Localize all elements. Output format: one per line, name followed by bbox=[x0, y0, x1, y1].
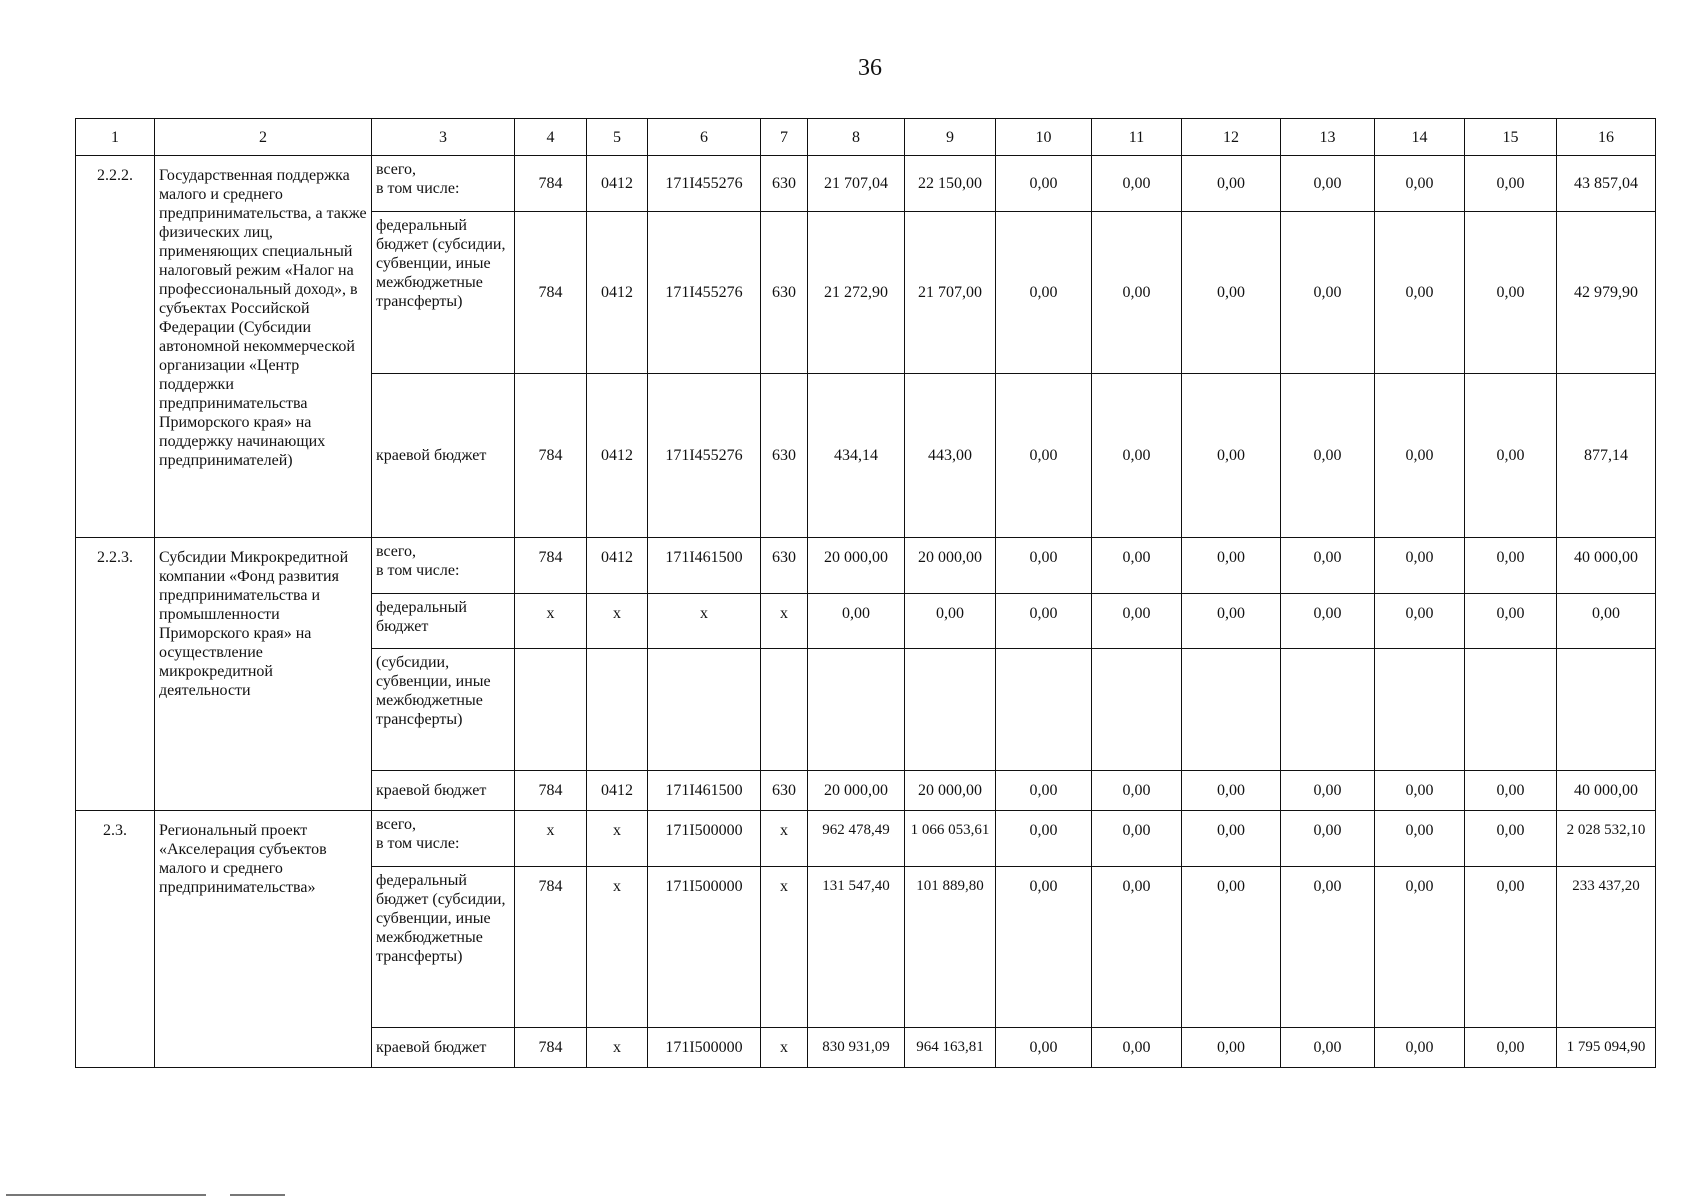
cell-c4: 784 bbox=[515, 1028, 587, 1068]
column-header: 4 bbox=[515, 119, 587, 156]
cell-c9: 101 889,80 bbox=[905, 867, 996, 1028]
cell-c15: 0,00 bbox=[1465, 538, 1557, 594]
item-name: Региональный проект «Акселерация субъектов малого и среднего предпринимательства» bbox=[155, 811, 372, 1068]
cell-c9: 21 707,00 bbox=[905, 212, 996, 374]
cell-c4: 784 bbox=[515, 538, 587, 594]
cell-c4: 784 bbox=[515, 212, 587, 374]
cell-c12: 0,00 bbox=[1182, 1028, 1281, 1068]
cell-c10: 0,00 bbox=[996, 867, 1092, 1028]
column-header: 7 bbox=[761, 119, 808, 156]
empty-cell bbox=[1375, 649, 1465, 771]
item-name: Государственная поддержка малого и среднего предпринимательства, а также физических лиц, применяющих специальный налоговый режим «Налог на профессиональный доход», в субъектах Российской Федерации (Субсидии автономной некоммерческой организации «Центр поддержки предпринимательства Приморского края» на поддержку начинающих предпринимателей) bbox=[155, 156, 372, 538]
cell-c15: 0,00 bbox=[1465, 594, 1557, 649]
cell-c16: 40 000,00 bbox=[1557, 538, 1656, 594]
cell-c13: 0,00 bbox=[1281, 212, 1375, 374]
cell-c14: 0,00 bbox=[1375, 1028, 1465, 1068]
column-header: 3 bbox=[372, 119, 515, 156]
column-header: 11 bbox=[1092, 119, 1182, 156]
item-number: 2.3. bbox=[76, 811, 155, 1068]
cell-c5: 0412 bbox=[587, 156, 648, 212]
cell-c12: 0,00 bbox=[1182, 374, 1281, 538]
header-row bbox=[76, 119, 1656, 156]
funding-source: всего, в том числе: bbox=[372, 538, 515, 594]
empty-cell bbox=[515, 649, 587, 771]
cell-c10: 0,00 bbox=[996, 538, 1092, 594]
column-header: 6 bbox=[648, 119, 761, 156]
cell-c5: x bbox=[587, 811, 648, 867]
cell-c11: 0,00 bbox=[1092, 867, 1182, 1028]
cell-c8: 131 547,40 bbox=[808, 867, 905, 1028]
item-number: 2.2.2. bbox=[76, 156, 155, 538]
empty-cell bbox=[1092, 649, 1182, 771]
item-name: Субсидии Микрокредитной компании «Фонд развития предпринимательства и промышленности Приморского края» на осуществление микрокредитной деятельности bbox=[155, 538, 372, 811]
cell-c12: 0,00 bbox=[1182, 594, 1281, 649]
cell-c9: 0,00 bbox=[905, 594, 996, 649]
cell-c9: 20 000,00 bbox=[905, 771, 996, 811]
cell-c7: 630 bbox=[761, 771, 808, 811]
cell-c4: 784 bbox=[515, 867, 587, 1028]
cell-c13: 0,00 bbox=[1281, 867, 1375, 1028]
cell-c14: 0,00 bbox=[1375, 867, 1465, 1028]
cell-c11: 0,00 bbox=[1092, 538, 1182, 594]
empty-cell bbox=[1281, 649, 1375, 771]
cell-c14: 0,00 bbox=[1375, 212, 1465, 374]
cell-c14: 0,00 bbox=[1375, 811, 1465, 867]
cell-c8: 0,00 bbox=[808, 594, 905, 649]
empty-cell bbox=[1465, 649, 1557, 771]
cell-c12: 0,00 bbox=[1182, 156, 1281, 212]
cell-c16: 877,14 bbox=[1557, 374, 1656, 538]
cell-c10: 0,00 bbox=[996, 811, 1092, 867]
cell-c16: 233 437,20 bbox=[1557, 867, 1656, 1028]
cell-c13: 0,00 bbox=[1281, 771, 1375, 811]
cell-c8: 21 707,04 bbox=[808, 156, 905, 212]
cell-c12: 0,00 bbox=[1182, 771, 1281, 811]
cell-c5: 0412 bbox=[587, 771, 648, 811]
cell-c10: 0,00 bbox=[996, 594, 1092, 649]
empty-cell bbox=[905, 649, 996, 771]
column-header: 13 bbox=[1281, 119, 1375, 156]
cell-c16: 0,00 bbox=[1557, 594, 1656, 649]
cell-c15: 0,00 bbox=[1465, 771, 1557, 811]
cell-c11: 0,00 bbox=[1092, 374, 1182, 538]
funding-source: краевой бюджет bbox=[372, 771, 515, 811]
cell-c6: 171I500000 bbox=[648, 811, 761, 867]
cell-c5: x bbox=[587, 594, 648, 649]
empty-cell bbox=[1557, 649, 1656, 771]
empty-cell bbox=[1182, 649, 1281, 771]
cell-c8: 830 931,09 bbox=[808, 1028, 905, 1068]
cell-c13: 0,00 bbox=[1281, 156, 1375, 212]
empty-cell bbox=[808, 649, 905, 771]
cell-c6: 171I455276 bbox=[648, 374, 761, 538]
cell-c13: 0,00 bbox=[1281, 538, 1375, 594]
cell-c11: 0,00 bbox=[1092, 594, 1182, 649]
cell-c6: 171I461500 bbox=[648, 538, 761, 594]
cell-c6: 171I455276 bbox=[648, 156, 761, 212]
cell-c10: 0,00 bbox=[996, 771, 1092, 811]
empty-cell bbox=[761, 649, 808, 771]
cell-c7: 630 bbox=[761, 156, 808, 212]
cell-c11: 0,00 bbox=[1092, 771, 1182, 811]
funding-source: всего, в том числе: bbox=[372, 811, 515, 867]
cell-c11: 0,00 bbox=[1092, 156, 1182, 212]
cell-c11: 0,00 bbox=[1092, 212, 1182, 374]
cell-c10: 0,00 bbox=[996, 374, 1092, 538]
funding-source: (субсидии, субвенции, иные межбюджетные трансферты) bbox=[372, 649, 515, 771]
funding-source: федеральный бюджет bbox=[372, 594, 515, 649]
empty-cell bbox=[587, 649, 648, 771]
cell-c16: 1 795 094,90 bbox=[1557, 1028, 1656, 1068]
table-row bbox=[76, 811, 1656, 867]
column-header: 16 bbox=[1557, 119, 1656, 156]
cell-c4: 784 bbox=[515, 771, 587, 811]
cell-c8: 20 000,00 bbox=[808, 538, 905, 594]
cell-c15: 0,00 bbox=[1465, 212, 1557, 374]
column-header: 14 bbox=[1375, 119, 1465, 156]
page-number: 36 bbox=[858, 55, 882, 81]
cell-c9: 20 000,00 bbox=[905, 538, 996, 594]
cell-c14: 0,00 bbox=[1375, 374, 1465, 538]
cell-c13: 0,00 bbox=[1281, 594, 1375, 649]
cell-c16: 2 028 532,10 bbox=[1557, 811, 1656, 867]
cell-c13: 0,00 bbox=[1281, 374, 1375, 538]
cell-c8: 962 478,49 bbox=[808, 811, 905, 867]
cell-c10: 0,00 bbox=[996, 1028, 1092, 1068]
cell-c12: 0,00 bbox=[1182, 867, 1281, 1028]
column-header: 10 bbox=[996, 119, 1092, 156]
cell-c8: 20 000,00 bbox=[808, 771, 905, 811]
cell-c7: 630 bbox=[761, 374, 808, 538]
cell-c12: 0,00 bbox=[1182, 538, 1281, 594]
empty-cell bbox=[996, 649, 1092, 771]
cell-c8: 434,14 bbox=[808, 374, 905, 538]
cell-c7: x bbox=[761, 594, 808, 649]
cell-c11: 0,00 bbox=[1092, 811, 1182, 867]
column-header: 2 bbox=[155, 119, 372, 156]
item-number: 2.2.3. bbox=[76, 538, 155, 811]
cell-c7: 630 bbox=[761, 212, 808, 374]
cell-c12: 0,00 bbox=[1182, 212, 1281, 374]
cell-c4: x bbox=[515, 594, 587, 649]
column-header: 5 bbox=[587, 119, 648, 156]
column-header: 12 bbox=[1182, 119, 1281, 156]
funding-source: федеральный бюджет (субсидии, субвенции, иные межбюджетные трансферты) bbox=[372, 212, 515, 374]
column-header: 15 bbox=[1465, 119, 1557, 156]
cell-c16: 40 000,00 bbox=[1557, 771, 1656, 811]
cell-c16: 42 979,90 bbox=[1557, 212, 1656, 374]
cell-c7: x bbox=[761, 811, 808, 867]
column-header: 8 bbox=[808, 119, 905, 156]
budget-table bbox=[75, 118, 1656, 1068]
cell-c9: 964 163,81 bbox=[905, 1028, 996, 1068]
cell-c8: 21 272,90 bbox=[808, 212, 905, 374]
cell-c9: 1 066 053,61 bbox=[905, 811, 996, 867]
cell-c6: 171I500000 bbox=[648, 1028, 761, 1068]
cell-c15: 0,00 bbox=[1465, 811, 1557, 867]
cell-c11: 0,00 bbox=[1092, 1028, 1182, 1068]
scan-artifact-line bbox=[6, 1194, 206, 1196]
cell-c4: x bbox=[515, 811, 587, 867]
scan-artifact-line bbox=[230, 1194, 285, 1196]
cell-c14: 0,00 bbox=[1375, 538, 1465, 594]
cell-c14: 0,00 bbox=[1375, 156, 1465, 212]
funding-source: краевой бюджет bbox=[372, 374, 515, 538]
cell-c5: 0412 bbox=[587, 374, 648, 538]
cell-c10: 0,00 bbox=[996, 212, 1092, 374]
cell-c6: x bbox=[648, 594, 761, 649]
cell-c5: 0412 bbox=[587, 212, 648, 374]
cell-c15: 0,00 bbox=[1465, 374, 1557, 538]
cell-c14: 0,00 bbox=[1375, 771, 1465, 811]
cell-c14: 0,00 bbox=[1375, 594, 1465, 649]
funding-source: всего, в том числе: bbox=[372, 156, 515, 212]
cell-c5: x bbox=[587, 867, 648, 1028]
cell-c6: 171I455276 bbox=[648, 212, 761, 374]
cell-c9: 443,00 bbox=[905, 374, 996, 538]
table-row bbox=[76, 156, 1656, 212]
cell-c10: 0,00 bbox=[996, 156, 1092, 212]
cell-c6: 171I461500 bbox=[648, 771, 761, 811]
cell-c15: 0,00 bbox=[1465, 156, 1557, 212]
cell-c7: 630 bbox=[761, 538, 808, 594]
cell-c15: 0,00 bbox=[1465, 1028, 1557, 1068]
cell-c4: 784 bbox=[515, 156, 587, 212]
cell-c12: 0,00 bbox=[1182, 811, 1281, 867]
cell-c7: x bbox=[761, 1028, 808, 1068]
cell-c4: 784 bbox=[515, 374, 587, 538]
cell-c13: 0,00 bbox=[1281, 1028, 1375, 1068]
cell-c9: 22 150,00 bbox=[905, 156, 996, 212]
column-header: 1 bbox=[76, 119, 155, 156]
cell-c15: 0,00 bbox=[1465, 867, 1557, 1028]
cell-c13: 0,00 bbox=[1281, 811, 1375, 867]
empty-cell bbox=[648, 649, 761, 771]
cell-c5: x bbox=[587, 1028, 648, 1068]
funding-source: краевой бюджет bbox=[372, 1028, 515, 1068]
column-header: 9 bbox=[905, 119, 996, 156]
cell-c7: x bbox=[761, 867, 808, 1028]
funding-source: федеральный бюджет (субсидии, субвенции, иные межбюджетные трансферты) bbox=[372, 867, 515, 1028]
cell-c16: 43 857,04 bbox=[1557, 156, 1656, 212]
table-row bbox=[76, 538, 1656, 594]
cell-c5: 0412 bbox=[587, 538, 648, 594]
cell-c6: 171I500000 bbox=[648, 867, 761, 1028]
